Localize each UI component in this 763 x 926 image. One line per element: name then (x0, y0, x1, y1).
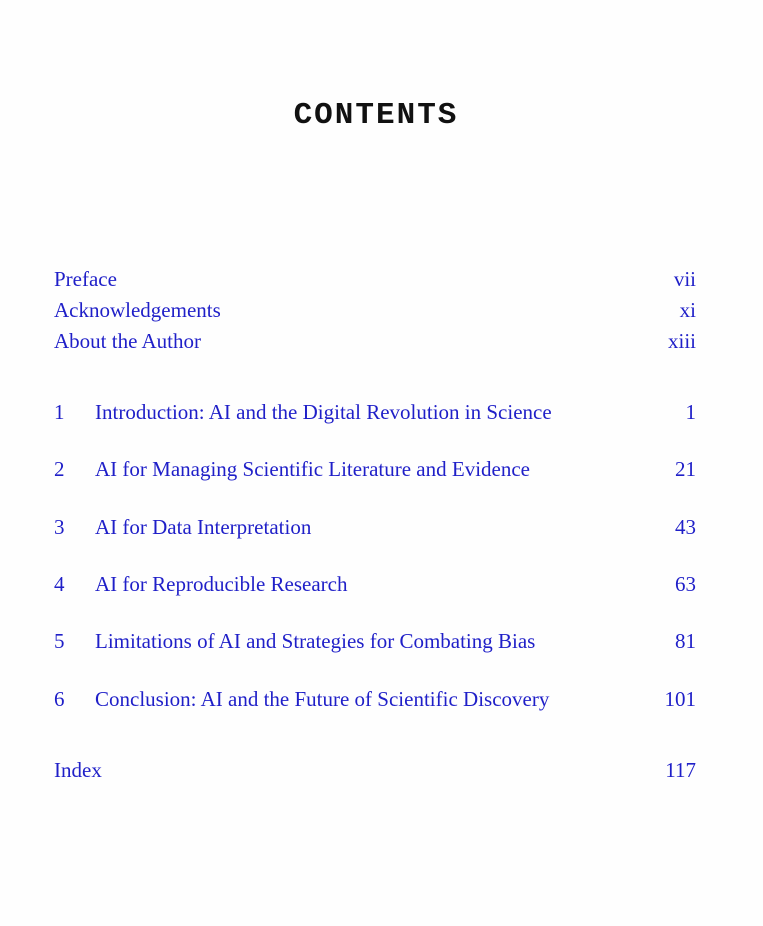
toc-entry-page[interactable]: xiii (667, 329, 696, 353)
chapter-page[interactable]: 81 (675, 629, 696, 653)
toc-entry-preface[interactable] (54, 265, 696, 293)
toc-chapter-4[interactable] (54, 570, 696, 598)
toc-entry-acknowledgements[interactable] (54, 296, 696, 324)
chapter-title[interactable]: Conclusion: AI and the Future of Scientific Discovery (95, 687, 550, 711)
toc-entry-label[interactable]: Index (54, 758, 102, 782)
chapter-title[interactable]: AI for Reproducible Research (95, 572, 348, 596)
chapter-number[interactable]: 5 (54, 629, 65, 653)
chapter-page[interactable]: 101 (664, 687, 696, 711)
chapter-number[interactable]: 6 (54, 687, 65, 711)
toc-entry-label[interactable]: Preface (54, 267, 117, 291)
toc-entry-about-the-author[interactable] (54, 327, 696, 355)
chapter-title[interactable]: Introduction: AI and the Digital Revolution in Science (95, 400, 552, 424)
toc-entry-label[interactable]: Acknowledgements (54, 298, 221, 322)
toc-entry-page[interactable]: vii (673, 267, 696, 291)
page-title: CONTENTS (293, 98, 459, 133)
toc-chapter-6[interactable] (54, 685, 696, 713)
chapter-page[interactable]: 43 (675, 515, 696, 539)
chapter-page[interactable]: 21 (675, 457, 696, 481)
chapter-page[interactable]: 1 (685, 400, 696, 424)
toc-chapter-1[interactable] (54, 398, 696, 426)
chapter-title[interactable]: Limitations of AI and Strategies for Combating Bias (95, 629, 536, 653)
chapter-title[interactable]: AI for Managing Scientific Literature and Evidence (95, 457, 530, 481)
toc-entry-index[interactable] (54, 756, 696, 784)
chapter-title[interactable]: AI for Data Interpretation (95, 515, 312, 539)
chapter-number[interactable]: 1 (54, 400, 65, 424)
toc-chapter-3[interactable] (54, 513, 696, 541)
chapter-number[interactable]: 4 (54, 572, 65, 596)
chapter-number[interactable]: 3 (54, 515, 65, 539)
chapter-number[interactable]: 2 (54, 457, 65, 481)
toc-entry-label[interactable]: About the Author (54, 329, 201, 353)
toc-entry-page[interactable]: 117 (665, 758, 696, 782)
chapter-page[interactable]: 63 (675, 572, 696, 596)
toc-chapter-2[interactable] (54, 455, 696, 483)
toc-chapter-5[interactable] (54, 627, 696, 655)
toc-entry-page[interactable]: xi (679, 298, 696, 322)
